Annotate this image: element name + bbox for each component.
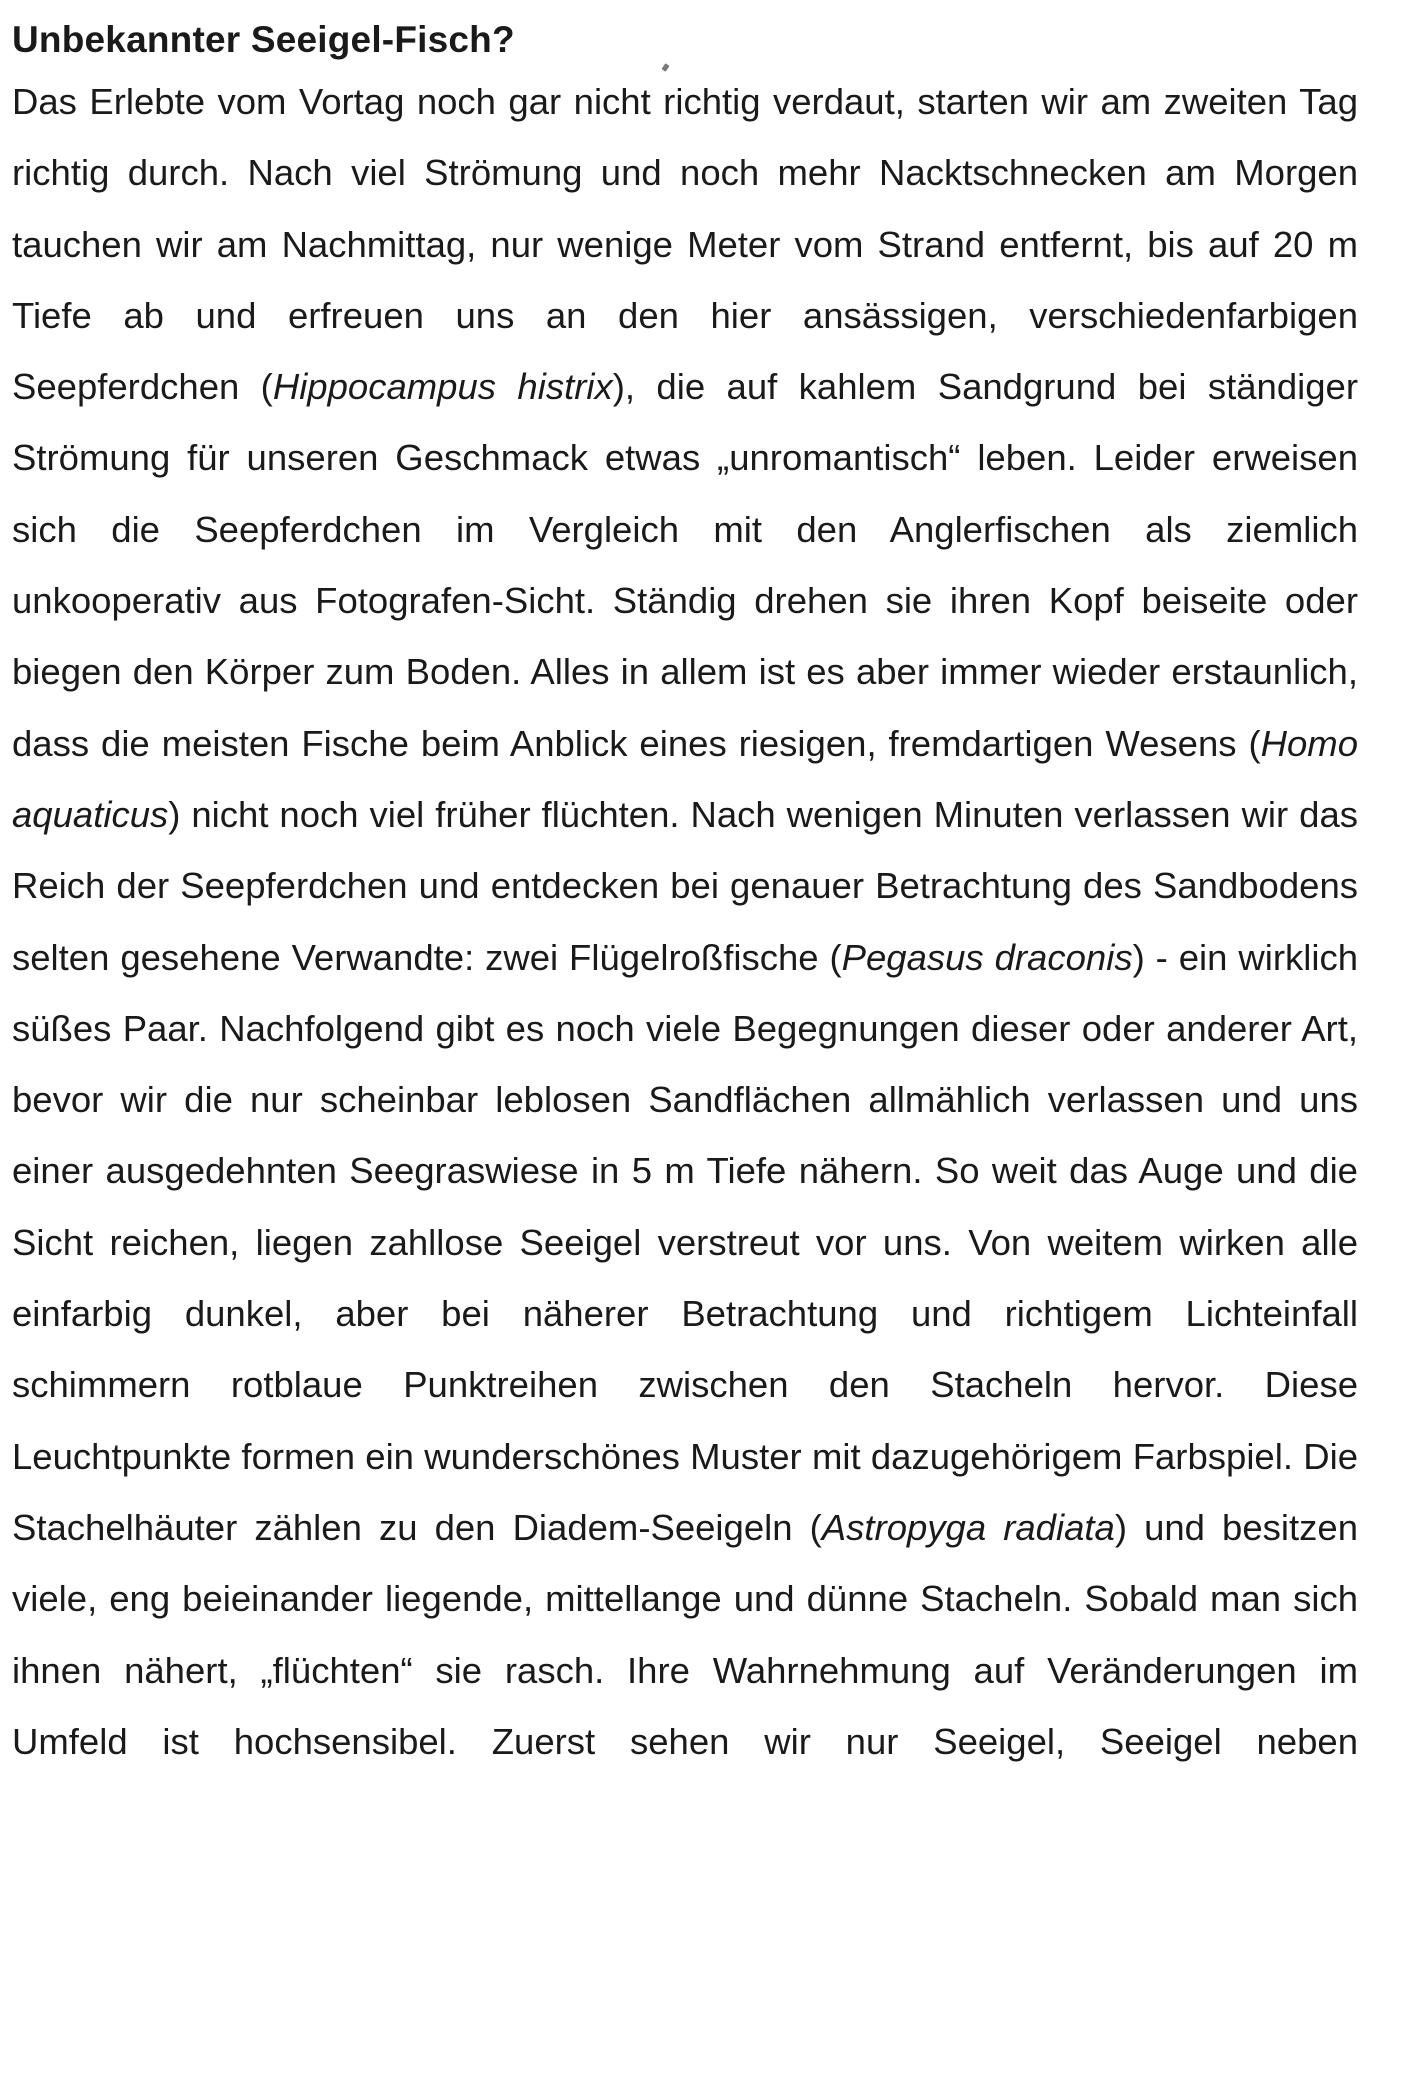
species-name-hippocampus: Hippocampus histrix — [272, 366, 613, 408]
text-run: ) - ein wirklich süßes Paar. Nachfolgend gibt es noch viele Begegnungen dieser oder anderer Art, bevor wir die nur scheinbar leblosen Sandflächen allmählich verlassen und uns einer ausgedehnten Seegraswiese in 5 m Tiefe nähern. So weit das Auge und die Sicht reichen, liegen zahllose Seeigel verstreut vor uns. Von weitem wirken alle einfarbig dunkel, aber bei näherer Betrachtung und richtigem Lichteinfall schimmern rotblaue Punktreihen zwischen den Stacheln hervor. Diese Leuchtpunkte formen ein wunderschönes Muster mit dazugehörigem Farbspiel. Die Stachelhäuter zählen zu den Diadem-Seeigeln ( — [12, 936, 1358, 1548]
text-run: ), die auf kahlem Sandgrund bei ständiger Strömung für unseren Geschmack etwas „unromantisch“ leben. Leider erweisen sich die Seepferdchen im Vergleich mit den Anglerfischen als ziemlich unkooperativ aus Fotografen-Sicht. Ständig drehen sie ihren Kopf beiseite oder biegen den Körper zum Boden. Alles in allem ist es aber immer wieder erstaunlich, dass die meisten Fische beim Anblick eines riesigen, fremdartigen Wesens ( — [12, 366, 1358, 764]
text-run: ) und besitzen viele, eng beieinander liegende, mittellange und dünne Stacheln. Sobald man sich ihnen nähert, „flüchten“ sie rasch. Ihre Wahrnehmung auf Veränderungen im Umfeld ist hochsensibel. Zuerst sehen wir nur Seeigel, Seeigel neben — [12, 1506, 1358, 1762]
article-paragraph — [12, 66, 1358, 1777]
species-name-homo: Homo aquaticus — [12, 722, 1358, 835]
text-run: Das Erlebte vom Vortag noch gar nicht richtig verdaut, starten wir am zweiten Tag richtig durch. Nach viel Strömung und noch mehr Nacktschnecken am Morgen tauchen wir am Nachmittag, nur wenige Meter vom Strand entfernt, bis auf 20 m Tiefe ab und erfreuen uns an den hier ansässigen, verschiedenfarbigen Seepferdchen ( — [12, 81, 1358, 408]
species-name-astropyga: Astropyga radiata — [821, 1506, 1115, 1548]
text-run: ) nicht noch viel früher flüchten. Nach wenigen Minuten verlassen wir das Reich der Seepferdchen und entdecken bei genauer Betrachtung des Sandbodens selten gesehene Verwandte: zwei Flügelroßfische ( — [12, 793, 1358, 978]
article-title: Unbekannter Seeigel-Fisch? — [12, 19, 515, 60]
species-name-pegasus: Pegasus draconis — [841, 936, 1133, 978]
